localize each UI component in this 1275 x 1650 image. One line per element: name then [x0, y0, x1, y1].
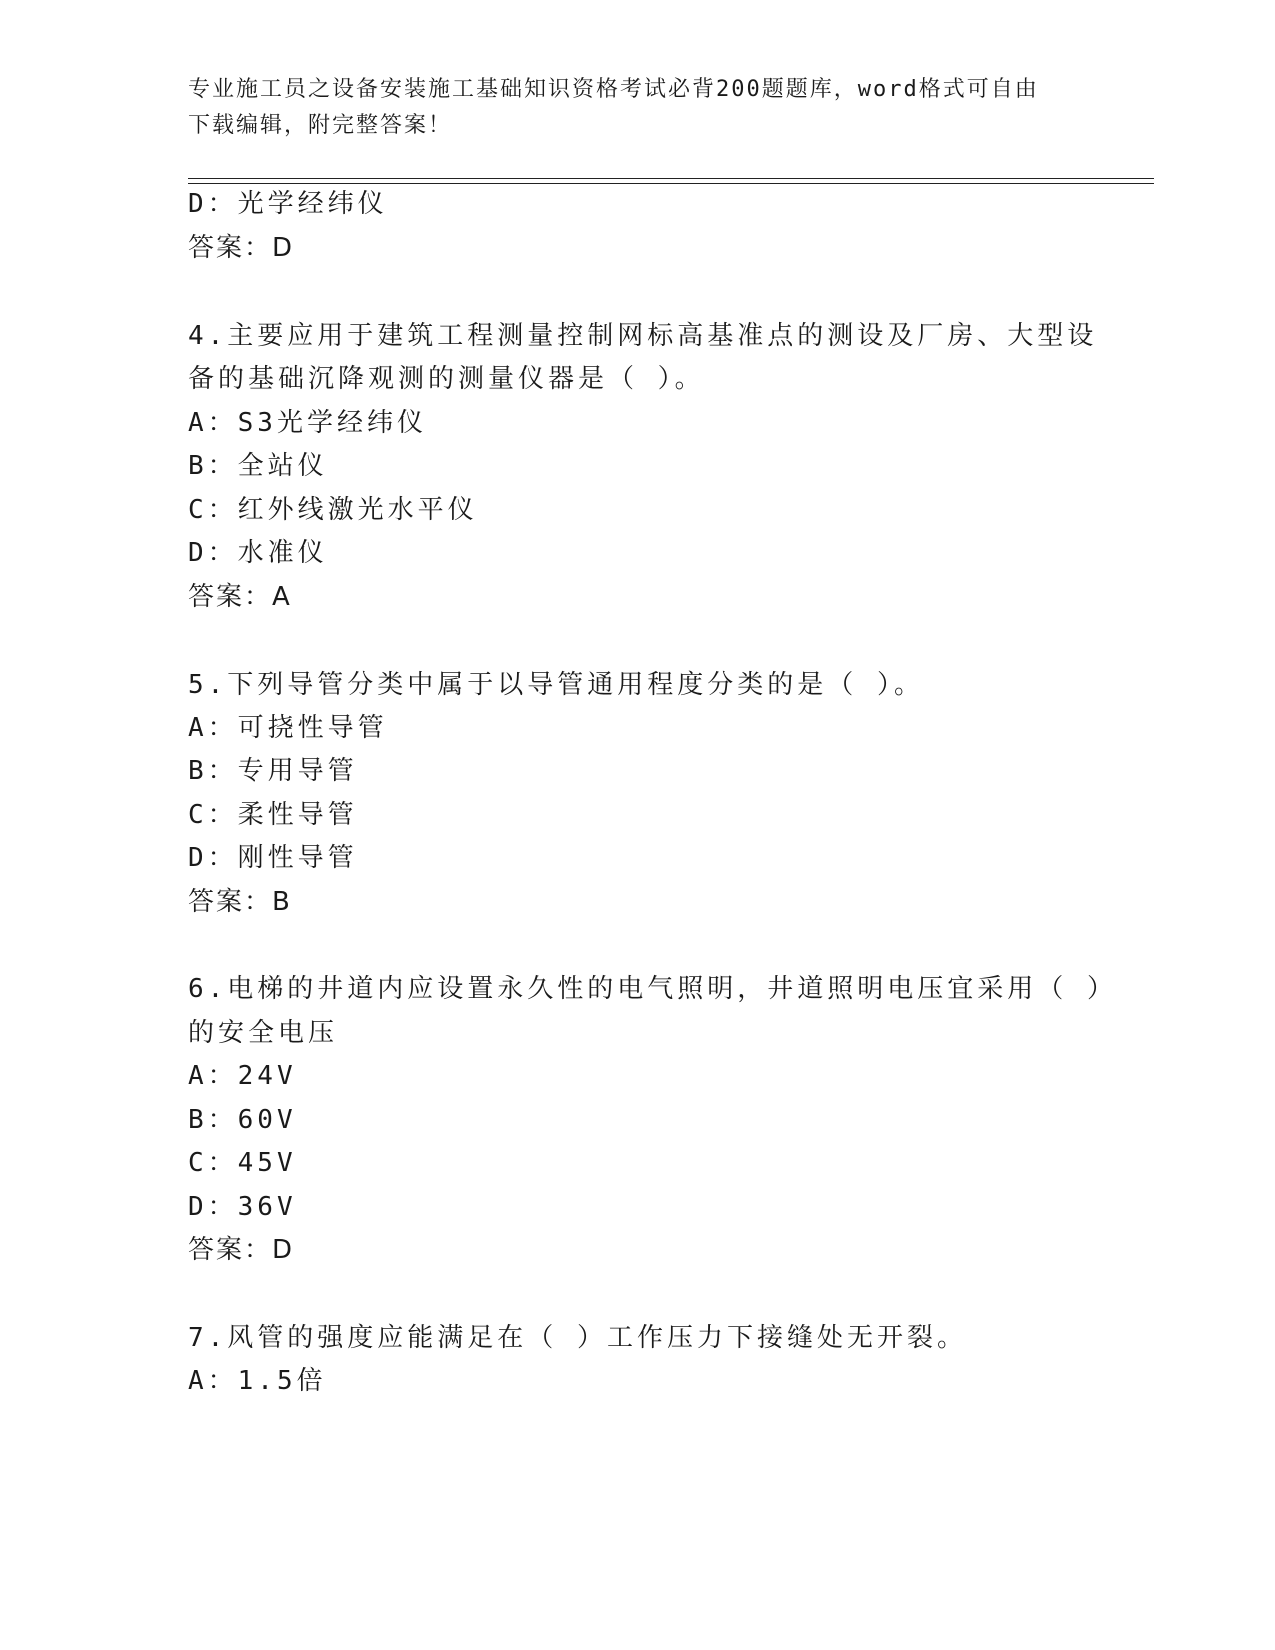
q6-option-c: C：45V	[188, 1148, 297, 1178]
q4-option-a: A：S3光学经纬仪	[188, 408, 427, 438]
q7-stem: 7.风管的强度应能满足在（ ）工作压力下接缝处无开裂。	[188, 1323, 967, 1353]
q5-option-d: D：刚性导管	[188, 843, 358, 873]
header-divider-bottom	[188, 183, 1154, 184]
q5-option-c: C：柔性导管	[188, 800, 358, 830]
q4-option-b: B：全站仪	[188, 451, 328, 481]
q4-option-d: D：水准仪	[188, 538, 328, 568]
q6-option-a: A：24V	[188, 1061, 297, 1091]
q6-option-d: D：36V	[188, 1192, 297, 1222]
q5-option-b: B：专用导管	[188, 756, 358, 786]
q5-option-a: A：可挠性导管	[188, 713, 388, 743]
header-line-2: 下载编辑，附完整答案！	[188, 113, 453, 138]
q6-stem-line-1: 6.电梯的井道内应设置永久性的电气照明，井道照明电压宜采用（ ）	[188, 974, 1117, 1004]
q4-answer: 答案：A	[188, 582, 292, 612]
q3-option-d: D：光学经纬仪	[188, 189, 388, 219]
q6-stem-line-2: 的安全电压	[188, 1018, 339, 1048]
header-divider-top	[188, 178, 1154, 179]
q3-answer: 答案：D	[188, 233, 295, 263]
q4-stem-line-1: 4.主要应用于建筑工程测量控制网标高基准点的测设及厂房、大型设	[188, 321, 1098, 351]
q6-answer: 答案：D	[188, 1235, 295, 1265]
q6-option-b: B：60V	[188, 1105, 297, 1135]
q7-option-a: A：1.5倍	[188, 1366, 327, 1396]
document-header	[188, 72, 1068, 144]
header-line-1: 专业施工员之设备安装施工基础知识资格考试必背200题题库，word格式可自由	[188, 77, 1039, 102]
q5-answer: 答案：B	[188, 887, 292, 917]
q4-option-c: C：红外线激光水平仪	[188, 495, 478, 525]
q4-stem-line-2: 备的基础沉降观测的测量仪器是（ ）。	[188, 364, 705, 394]
q5-stem: 5.下列导管分类中属于以导管通用程度分类的是（ ）。	[188, 670, 924, 700]
